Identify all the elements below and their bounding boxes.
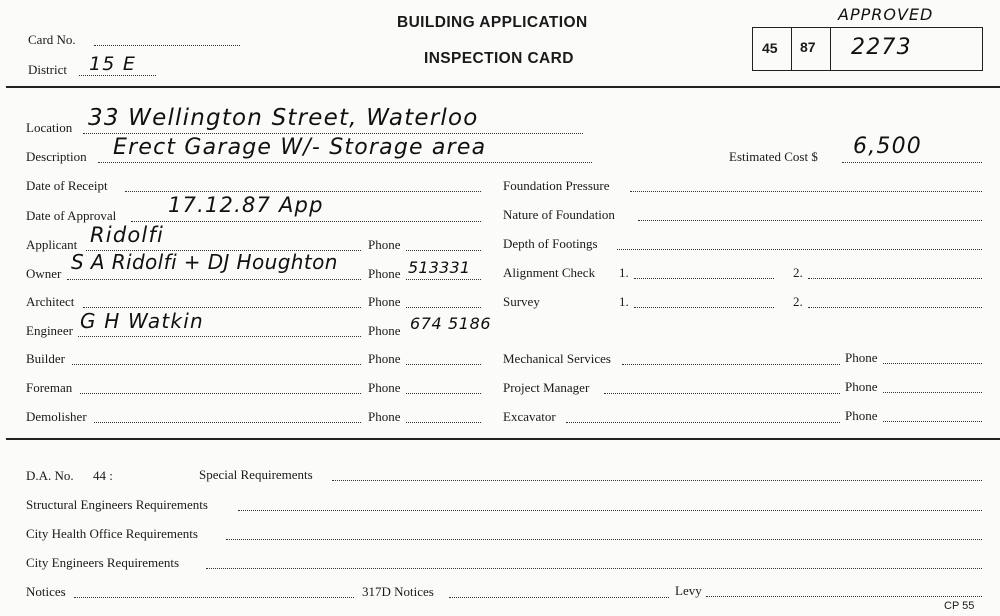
special-req-line[interactable]: [332, 480, 982, 481]
date-receipt-line[interactable]: [125, 191, 481, 192]
district-label: District: [28, 62, 67, 77]
estimated-cost-line[interactable]: [842, 162, 982, 163]
alignment-line-2[interactable]: [808, 278, 982, 279]
owner-line[interactable]: [67, 279, 361, 280]
description-value: Erect Garage W/- Storage area: [113, 135, 487, 160]
builder-phone-line[interactable]: [406, 364, 481, 365]
project-manager-phone-line[interactable]: [883, 392, 982, 393]
title-line-2: INSPECTION CARD: [424, 50, 574, 67]
architect-phone-label: Phone: [368, 294, 401, 309]
location-value: 33 Wellington Street, Waterloo: [88, 105, 479, 131]
levy-line[interactable]: [706, 596, 982, 597]
card-no-line[interactable]: [94, 45, 240, 46]
date-approval-line[interactable]: [131, 221, 481, 222]
demolisher-label: Demolisher: [26, 409, 87, 424]
city-eng-req-label: City Engineers Requirements: [26, 555, 180, 570]
foreman-label: Foreman: [26, 380, 73, 395]
excavator-phone-label: Phone: [845, 408, 878, 423]
engineer-label: Engineer: [26, 323, 73, 338]
applicant-phone-label: Phone: [368, 237, 401, 252]
box-number-2: 87: [800, 39, 816, 55]
district-value: 15 E: [89, 53, 137, 75]
project-manager-phone-label: Phone: [845, 379, 878, 394]
approved-stamp: APPROVED: [838, 5, 934, 24]
excavator-phone-line[interactable]: [883, 421, 982, 422]
applicant-phone-line[interactable]: [406, 250, 481, 251]
owner-value: S A Ridolfi + DJ Houghton: [71, 250, 338, 274]
demolisher-phone-label: Phone: [368, 409, 401, 424]
estimated-cost-label: Estimated Cost $: [729, 149, 818, 164]
alignment-line-1[interactable]: [634, 278, 774, 279]
form-code: CP 55: [944, 600, 975, 612]
notices-317d-line[interactable]: [449, 597, 669, 598]
survey-option-1: 1.: [619, 294, 629, 309]
nature-foundation-line[interactable]: [638, 220, 982, 221]
survey-line-2[interactable]: [808, 307, 982, 308]
city-eng-req-line[interactable]: [206, 568, 982, 569]
project-manager-label: Project Manager: [503, 380, 590, 395]
card-no-label: Card No.: [28, 32, 76, 47]
structural-req-label: Structural Engineers Requirements: [26, 497, 208, 512]
demolisher-line[interactable]: [94, 422, 361, 423]
requirements-divider: [6, 438, 1000, 440]
builder-label: Builder: [26, 351, 65, 366]
da-no-label: D.A. No.: [26, 468, 74, 483]
title-line-1: BUILDING APPLICATION: [397, 14, 588, 31]
foreman-phone-line[interactable]: [406, 393, 481, 394]
location-line[interactable]: [83, 133, 583, 134]
mechanical-label: Mechanical Services: [503, 351, 611, 366]
applicant-value: Ridolfi: [90, 223, 165, 247]
description-label: Description: [26, 149, 87, 164]
builder-phone-label: Phone: [368, 351, 401, 366]
engineer-value: G H Watkin: [80, 309, 204, 333]
da-no-value: 44 :: [93, 468, 113, 483]
foundation-pressure-line[interactable]: [630, 191, 982, 192]
box-number-3: 2273: [851, 35, 912, 60]
alignment-option-1: 1.: [619, 265, 629, 280]
survey-line-1[interactable]: [634, 307, 774, 308]
date-approval-label: Date of Approval: [26, 208, 117, 223]
excavator-label: Excavator: [503, 409, 556, 424]
owner-label: Owner: [26, 266, 62, 281]
mechanical-phone-label: Phone: [845, 350, 878, 365]
foreman-line[interactable]: [80, 393, 361, 394]
excavator-line[interactable]: [566, 422, 840, 423]
district-line[interactable]: [79, 75, 156, 76]
architect-label: Architect: [26, 294, 75, 309]
engineer-phone-label: Phone: [368, 323, 401, 338]
description-line[interactable]: [98, 162, 592, 163]
card-number-box: [752, 27, 983, 71]
project-manager-line[interactable]: [604, 393, 840, 394]
structural-req-line[interactable]: [238, 510, 982, 511]
nature-foundation-label: Nature of Foundation: [503, 207, 615, 222]
estimated-cost-value: 6,500: [853, 134, 922, 159]
survey-option-2: 2.: [793, 294, 803, 309]
mechanical-phone-line[interactable]: [883, 363, 982, 364]
engineer-line[interactable]: [78, 336, 361, 337]
mechanical-line[interactable]: [622, 364, 840, 365]
owner-phone-value: 513331: [408, 258, 471, 277]
owner-phone-label: Phone: [368, 266, 401, 281]
header-divider: [6, 86, 1000, 88]
engineer-phone-value: 674 5186: [410, 314, 492, 333]
location-label: Location: [26, 120, 73, 135]
depth-footings-line[interactable]: [617, 249, 982, 250]
architect-line[interactable]: [83, 307, 361, 308]
builder-line[interactable]: [72, 364, 361, 365]
levy-label: Levy: [675, 583, 702, 598]
alignment-option-2: 2.: [793, 265, 803, 280]
applicant-label: Applicant: [26, 237, 78, 252]
date-receipt-label: Date of Receipt: [26, 178, 108, 193]
foundation-pressure-label: Foundation Pressure: [503, 178, 610, 193]
survey-label: Survey: [503, 294, 540, 309]
health-req-label: City Health Office Requirements: [26, 526, 198, 541]
notices-label: Notices: [26, 584, 66, 599]
depth-footings-label: Depth of Footings: [503, 236, 598, 251]
box-number-1: 45: [762, 40, 778, 56]
alignment-check-label: Alignment Check: [503, 265, 596, 280]
notices-317d-label: 317D Notices: [362, 584, 434, 599]
owner-phone-line[interactable]: [406, 279, 481, 280]
special-req-label: Special Requirements: [199, 467, 313, 482]
notices-line[interactable]: [74, 597, 354, 598]
foreman-phone-label: Phone: [368, 380, 401, 395]
health-req-line[interactable]: [226, 539, 982, 540]
demolisher-phone-line[interactable]: [406, 422, 481, 423]
architect-phone-line[interactable]: [406, 307, 481, 308]
date-approval-value: 17.12.87 App: [168, 193, 324, 217]
